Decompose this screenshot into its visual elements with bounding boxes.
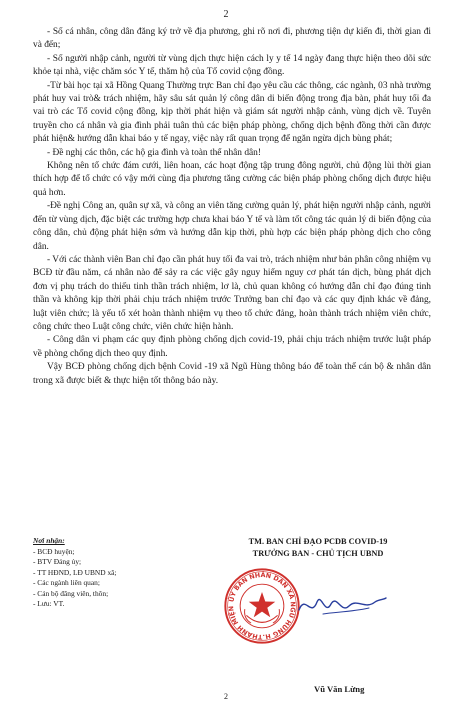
signature-title: TRƯỞNG BAN - CHỦ TỊCH UBND (252, 548, 384, 558)
signature-block (205, 536, 431, 559)
signer-name: Vũ Văn Lừng (314, 684, 365, 694)
body-paragraph: -Từ bài học tại xã Hồng Quang Thường trực Ban chỉ đạo yêu cầu các thông, các ngành, 03 nhà trường phát huy vai trò& trách nhiệm, hãy sâu sát quản lý công dân di biến động trong địa bàn, phát huy tối đa vai trò các Tổ covid cộng đồng, kịp thời phát hiện và giám sát người nhập cảnh, vùng dịch về. Tuyên truyền cho cá nhân và gia đình phải tuân thủ các biện pháp phòng, chống dịch bệnh đồng thời cần được phát hiện& hướng dẫn khai báo y tế ngay, việc này rất quan trọng để ngăn ngừa dịch bùng phát; (33, 80, 431, 145)
body-paragraph: - Với các thành viên Ban chỉ đạo cần phát huy tối đa vai trò, trách nhiệm như bản phân công nhiệm vụ BCĐ từ đầu năm, cá nhân nào để sảy ra các việc gây nguy hiểm nguy cơ phát tán dịch, bùng phát dịch đơn vị phụ trách do thiếu tinh thần trách nhiệm, lơ là, chủ quan không có hướng dẫn chỉ đạo đúng tinh thần và không kịp thời phải chịu trách nhiệm trước Trưởng ban chỉ đạo và các quy định khác về đảng, luật viên chức; là yếu tố xét hoàn thành nhiệm vụ theo tổ chức đảng, hoàn thành trách nhiệm viên chức, công chức theo Luật công chức, viên chức hiện hành. (33, 254, 431, 332)
recipients-header: Nơi nhận: (33, 536, 65, 545)
page-number-bottom: 2 (224, 692, 228, 701)
document-footer (33, 536, 431, 706)
body-paragraph: -Đề nghị Công an, quân sự xã, và công an viên tăng cường quản lý, phát hiện người nhập cảnh, người đến từ vùng dịch, đặc biệt các trường hợp chưa khai báo Y tế và làm tốt công tác quản lý di biến động của công dân, chủ động phát hiện sớm và hướng dẫn kịp thời, phù hợp các biện pháp phòng dịch cho công dân. (33, 201, 431, 252)
signature-org: TM. BAN CHỈ ĐẠO PCDB COVID-19 (248, 537, 388, 546)
recipients-block (33, 536, 203, 610)
body-paragraph: - Số cá nhân, công dân đăng ký trở về địa phương, ghi rõ nơi đi, phương tiện dự kiến đi, thời gian đi và đến; (33, 27, 431, 51)
page-number-top: 2 (223, 9, 229, 20)
document-body (33, 26, 431, 388)
svg-text:ỦY BAN NHÂN DÂN XÃ NGŨ HÙNG H.: ỦY BAN NHÂN DÂN XÃ NGŨ HÙNG H.THANH MIỆN (227, 571, 297, 641)
official-seal (223, 567, 301, 645)
recipient-item: - BTV Đảng ủy; (33, 557, 82, 566)
recipient-item: - Lưu: VT. (33, 599, 65, 608)
recipient-item: - BCĐ huyện; (33, 546, 75, 556)
body-paragraph: - Công dân vi phạm các quy định phòng chống dịch covid-19, phải chịu trách nhiệm trước luật pháp về phòng chống dịch theo quy định. (33, 335, 431, 359)
body-paragraph: Vậy BCĐ phòng chống dịch bệnh Covid -19 xã Ngũ Hùng thông báo để toàn thể cán bộ & nhân dân trong xã được biết & thực hiện tốt thông báo này. (33, 362, 431, 386)
recipient-item: - Cán bộ đăng viên, thôn; (33, 588, 109, 598)
body-paragraph: - Số người nhập cảnh, người từ vùng dịch thực hiện cách ly y tế 14 ngày đang thực hiện theo dõi sức khỏe tại nhà, việc chăm sóc Y tế, thăm hộ của Tổ covid cộng đồng. (33, 53, 431, 78)
body-paragraph: - Đề nghị các thôn, các hộ gia đình và toàn thể nhân dân! (47, 147, 261, 158)
handwritten-signature (295, 588, 390, 622)
body-paragraph: Không nên tổ chức đám cưới, liên hoan, các hoạt động tập trung đông người, chủ động lùi thời gian thích hợp để tổ chức có vậy mới cùng địa phương tăng cường các biện pháp phòng chống dịch được hiệu quả hơn. (33, 161, 431, 198)
recipient-item: - TT HĐND, LĐ UBND xã; (33, 567, 117, 577)
recipient-item: - Các ngành liên quan; (33, 578, 100, 587)
